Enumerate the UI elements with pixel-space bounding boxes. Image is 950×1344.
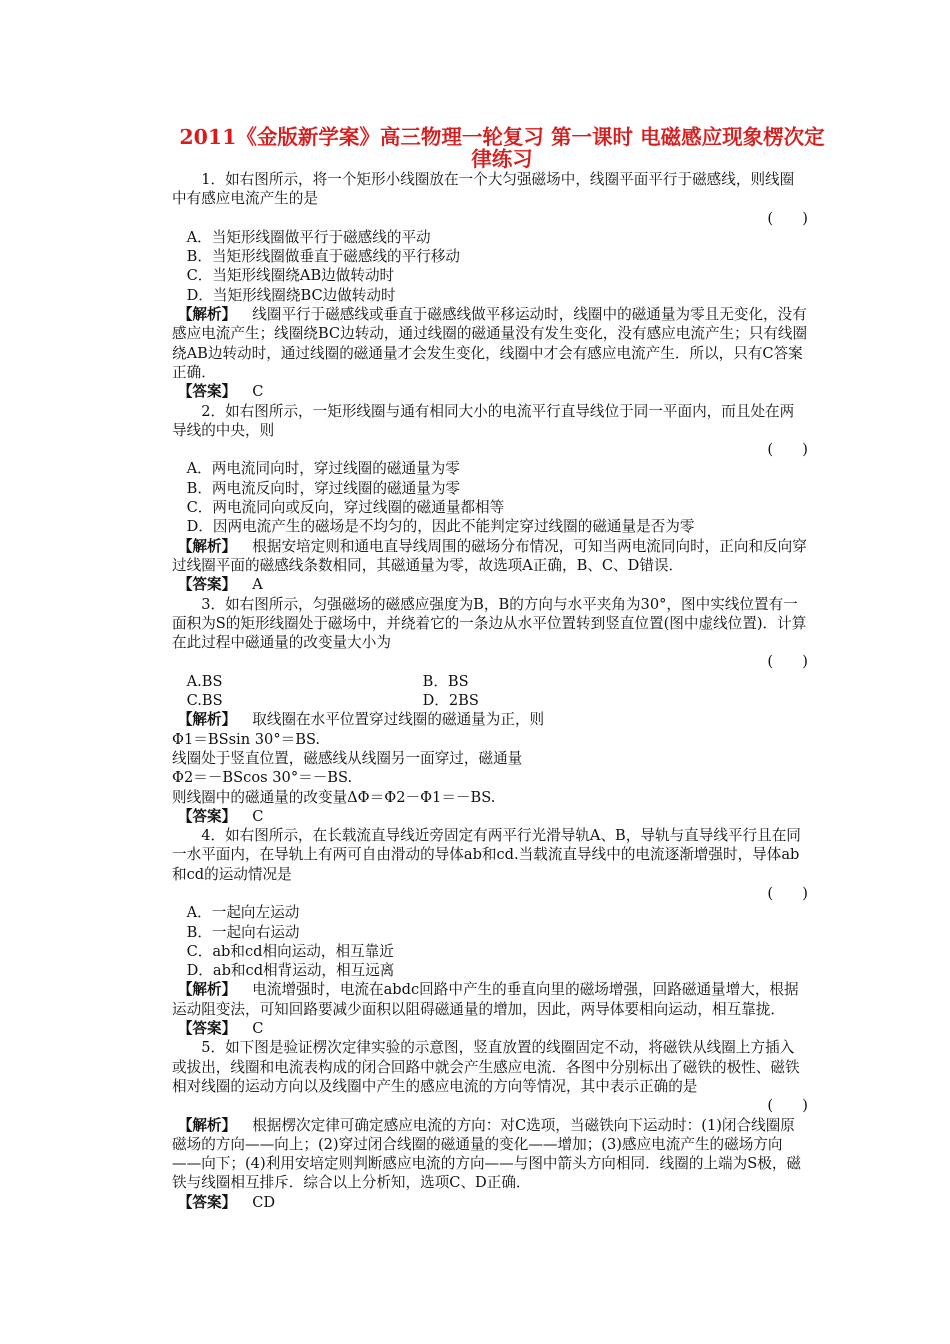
question-3-analysis (172, 710, 808, 729)
question-5-analysis-text: 根据楞次定律可确定感应电流的方向：对C选项，当磁铁向下运动时：(1)闭合线圈原磁场的方向——向上；(2)穿过闭合线圈的磁通量的变化——增加；(3)感应电流产生的磁场方向——向下；(4)利用安培定则判断感应电流的方向——与图中箭头方向相同．线圈的上端为S极，磁铁与线圈相互排斥．综合以上分析知，选项C、D正确． (172, 1116, 802, 1192)
question-5-analysis (172, 1116, 808, 1193)
question-1-stem: 1．如右图所示，将一个矩形小线圈放在一个大匀强磁场中，线圈平面平行于磁感线，则线圈中有感应电流产生的是 (172, 171, 795, 208)
question-4-answer-blank: ( ) (767, 884, 808, 902)
document-title: 2011《金版新学案》高三物理一轮复习 第一课时 电磁感应现象楞次定律练习 (179, 125, 825, 171)
question-3-option-b: B．BS (422, 672, 469, 690)
question-5-stem: 5．如下图是验证楞次定律实验的示意图，竖直放置的线圈固定不动，将磁铁从线圈上方插入或拔出，线圈和电流表构成的闭合回路中就会产生感应电流．各图中分别标出了磁铁的极性、磁铁相对线圈的运动方向以及线圈中产生的感应电流的方向等情况，其中表示正确的是 (172, 1039, 800, 1095)
question-1-option-d: D．当矩形线圈绕BC边做转动时 (186, 286, 396, 304)
question-2-option-a: A．两电流同向时，穿过线圈的磁通量为零 (186, 460, 460, 478)
question-2-analysis (172, 537, 808, 576)
question-3-analysis-intro: 取线圈在水平位置穿过线圈的磁通量为正，则 (252, 711, 545, 729)
question-5-answer-blank: ( ) (767, 1097, 808, 1115)
question-2-answer-blank: ( ) (767, 441, 808, 459)
question-4-option-d: D．ab和cd相背运动，相互远离 (186, 962, 395, 980)
question-1-answer (172, 382, 808, 401)
question-2-analysis-text: 根据安培定则和通电直导线周围的磁场分布情况，可知当两电流同向时，正向和反向穿过线圈平面的磁感线条数相同，其磁通量为零，故选项A正确，B、C、D错误． (172, 537, 807, 574)
question-4-answer-value: C (252, 1020, 264, 1038)
analysis-label: 【解析】 (177, 711, 237, 729)
question-1-option-b: B．当矩形线圈做垂直于磁感线的平行移动 (186, 248, 461, 266)
question-4-option-a: A．一起向左运动 (186, 904, 300, 922)
question-2-option-d: D．因两电流产生的磁场是不均匀的，因此不能判定穿过线圈的磁通量是否为零 (186, 518, 695, 536)
question-3-option-a: A.BS (186, 672, 223, 690)
answer-label: 【答案】 (177, 1193, 237, 1211)
question-1-answer-blank: ( ) (767, 209, 808, 227)
question-3-answer (172, 807, 808, 826)
question-4-option-b: B．一起向右运动 (186, 923, 300, 941)
question-3-option-c: C.BS (186, 692, 223, 710)
answer-label: 【答案】 (177, 383, 237, 401)
question-3-analysis-line-3: Φ2＝－BScos 30°＝－BS. (172, 769, 353, 787)
question-1-option-c: C．当矩形线圈绕AB边做转动时 (186, 267, 395, 285)
question-1-option-a: A．当矩形线圈做平行于磁感线的平动 (186, 228, 431, 246)
question-1-analysis (172, 305, 808, 382)
question-2-stem: 2．如右图所示，一矩形线圈与通有相同大小的电流平行直导线位于同一平面内，而且处在两导线的中央，则 (172, 402, 795, 439)
analysis-label: 【解析】 (177, 537, 237, 555)
document-body (172, 170, 808, 1212)
question-5-answer (172, 1193, 808, 1212)
question-3-answer-blank: ( ) (767, 653, 808, 671)
question-2-answer-value: A (252, 576, 263, 594)
question-4-answer (172, 1019, 808, 1038)
question-2-answer (172, 575, 808, 594)
question-1-analysis-text: 线圈平行于磁感线或垂直于磁感线做平移运动时，线圈中的磁通量为零且无变化，没有感应电流产生；线圈绕BC边转动，通过线圈的磁通量没有发生变化，没有感应电流产生；只有线圈绕AB边转动时，通过线圈的磁通量才会发生变化，线圈中才会有感应电流产生．所以，只有C答案正确． (172, 306, 808, 381)
question-3-options-row-2 (172, 691, 808, 710)
question-5-answer-value: CD (252, 1193, 276, 1211)
question-4-analysis-text: 电流增强时，电流在abdc回路中产生的垂直向里的磁场增强，回路磁通量增大，根据运动阻变法，可知回路要减少面积以阻碍磁通量的增加，因此，两导体要相向运动，相互靠拢． (172, 981, 799, 1018)
answer-label: 【答案】 (177, 576, 237, 594)
question-3-stem: 3．如右图所示，匀强磁场的磁感应强度为B，B的方向与水平夹角为30°，图中实线位置有一面积为S的矩形线圈处于磁场中，并绕着它的一条边从水平位置转到竖直位置(图中虚线位置)．计算在此过程中磁通量的改变量大小为 (172, 595, 807, 652)
question-4-option-c: C．ab和cd相向运动，相互靠近 (186, 942, 394, 960)
question-4-analysis (172, 980, 808, 1019)
analysis-label: 【解析】 (177, 306, 237, 324)
question-3-options-row-1 (172, 672, 808, 691)
question-3-analysis-line-1: Φ1＝BSsin 30°＝BS. (172, 730, 321, 748)
question-3-analysis-line-2: 线圈处于竖直位置，磁感线从线圈另一面穿过，磁通量 (172, 749, 523, 767)
question-3-option-d: D．2BS (422, 692, 479, 710)
question-4-stem: 4．如右图所示，在长载流直导线近旁固定有两平行光滑导轨A、B，导轨与直导线平行且在同一水平面内，在导轨上有两可自由滑动的导体ab和cd.当载流直导线中的电流逐渐增强时，导体ab和cd的运动情况是 (172, 827, 801, 883)
analysis-label: 【解析】 (177, 1116, 237, 1134)
question-2-option-b: B．两电流反向时，穿过线圈的磁通量为零 (186, 479, 461, 497)
analysis-label: 【解析】 (177, 981, 237, 999)
question-1-answer-value: C (252, 383, 264, 401)
answer-label: 【答案】 (177, 1020, 237, 1038)
question-3-answer-value: C (252, 807, 264, 825)
answer-label: 【答案】 (177, 807, 237, 825)
question-3-analysis-line-4: 则线圈中的磁通量的改变量ΔΦ＝Φ2－Φ1＝－BS. (172, 788, 496, 806)
question-2-option-c: C．两电流同向或反向，穿过线圈的磁通量都相等 (186, 499, 505, 517)
